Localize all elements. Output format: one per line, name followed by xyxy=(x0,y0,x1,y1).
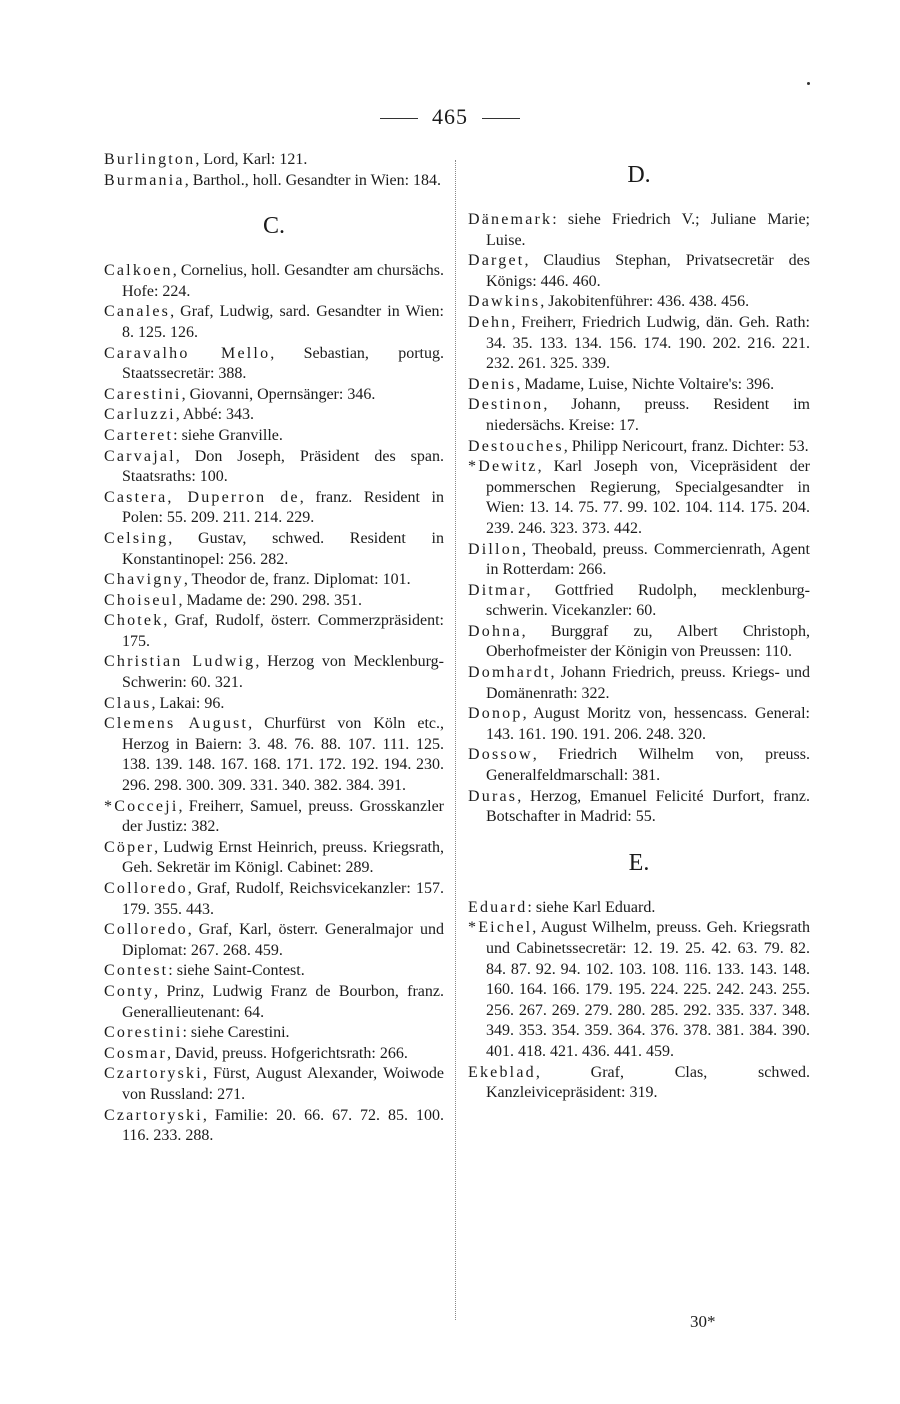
entry-name: Carluzzi xyxy=(104,406,176,424)
index-entry xyxy=(104,1044,444,1065)
index-entry xyxy=(468,375,810,396)
entry-details: , Graf, Rudolf, österr. Commerzpräsident: 175. xyxy=(122,612,444,650)
index-entry xyxy=(468,622,810,663)
signature-mark: 30* xyxy=(690,1312,716,1331)
entry-name: Cöper xyxy=(104,838,155,856)
entry-name: Claus xyxy=(104,694,152,712)
index-entry xyxy=(468,210,810,251)
entry-name: Duras xyxy=(468,787,518,805)
entry-name: Ditmar xyxy=(468,581,527,599)
entry-details: , Theobald, preuss. Commercienrath, Agent in Rotterdam: 266. xyxy=(486,540,810,579)
index-entry xyxy=(104,652,444,693)
header-dash-left xyxy=(380,118,418,119)
index-entry xyxy=(104,591,444,612)
index-entry xyxy=(104,961,444,982)
entry-name: Dossow xyxy=(468,746,533,764)
entry-name: Carteret xyxy=(104,426,174,444)
index-entry xyxy=(104,879,444,920)
entry-name: Darget xyxy=(468,252,525,270)
entry-name: *Eichel xyxy=(468,919,533,937)
entry-name: Destouches xyxy=(468,437,564,455)
entry-details: , Graf, Rudolf, Reichsvicekanzler: 157. 179. 355. 443. xyxy=(122,880,444,918)
index-entry xyxy=(104,570,444,591)
index-entry xyxy=(468,704,810,745)
right-column xyxy=(468,150,810,1104)
section-letter: C. xyxy=(262,213,285,240)
entry-details: , Gustav, schwed. Resident in Konstantinopel: 256. 282. xyxy=(122,529,444,568)
entry-details: : siehe Granville. xyxy=(173,426,283,444)
left-column xyxy=(104,150,444,1147)
index-entry xyxy=(468,1063,810,1104)
entry-details: : siehe Friedrich V.; Juliane Marie; Luise. xyxy=(486,211,810,249)
entry-details: , Graf, Ludwig, sard. Gesandter in Wien: 8. 125. 126. xyxy=(122,303,444,341)
entry-name: Carvajal xyxy=(104,447,176,465)
index-entry xyxy=(104,1106,444,1147)
entry-name: Eduard xyxy=(468,898,528,916)
entry-name: Dillon xyxy=(468,540,523,558)
entry-name: Burlington xyxy=(104,151,196,168)
entry-details: , Karl Joseph von, Vicepräsident der pommerschen Regierung, Specialgesandter in Wien: 13. 14. 75. 77. 99. 102. 104. 114. 175. 204. 239. 246. 323. 373. 442. xyxy=(486,458,810,537)
entry-name: Colloredo xyxy=(104,921,188,939)
index-entry xyxy=(104,529,444,570)
entry-details: , Cornelius, holl. Gesandter am chursächs. Hofe: 224. xyxy=(122,262,444,300)
entry-name: Choiseul xyxy=(104,591,179,609)
entry-name: Dänemark xyxy=(468,211,553,228)
entry-details: , Barthol., holl. Gesandter in Wien: 184. xyxy=(184,171,442,189)
index-entry xyxy=(468,787,810,828)
index-entry xyxy=(468,581,810,622)
entry-details: , Philipp Nericourt, franz. Dichter: 53. xyxy=(563,437,809,455)
entry-name: Celsing xyxy=(104,529,169,547)
entry-name: Corestini xyxy=(104,1024,183,1042)
entry-details: , Prinz, Ludwig Franz de Bourbon, franz. Generallieutenant: 64. xyxy=(122,982,444,1021)
entry-name: Denis xyxy=(468,375,517,393)
entry-details: , Lakai: 96. xyxy=(151,694,225,712)
entry-name: *Cocceji xyxy=(104,797,179,815)
index-entry xyxy=(468,745,810,786)
page-number: 465 xyxy=(432,104,468,129)
entry-details: , Theodor de, franz. Diplomat: 101. xyxy=(183,571,411,589)
entry-name: Carestini xyxy=(104,385,182,403)
index-entry xyxy=(468,898,810,919)
print-mark xyxy=(807,82,810,85)
entry-name: Ekeblad xyxy=(468,1063,536,1081)
entry-details: : siehe Carestini. xyxy=(182,1024,290,1042)
header-dash-right xyxy=(482,118,520,119)
entry-details: , Johann, preuss. Resident im niedersächs. Kreise: 17. xyxy=(486,396,810,434)
entry-details: , August Wilhelm, preuss. Geh. Kriegsrath und Cabinetssecretär: 12. 19. 25. 42. 63. 79. 82. 84. 87. 92. 94. 102. 103. 108. 116. 133. 143. 148. 160. 164. 166. 179. 195. 224. 225. 242. 243. 255. 256. 267. 269. 279. 280. 285. 292. 335. 337. 348. 349. 353. 354. 359. 364. 376. 378. 381. 384. 390. 401. 418. 421. 436. 441. 459. xyxy=(486,919,810,1060)
index-entry xyxy=(104,694,444,715)
entry-name: Dawkins xyxy=(468,293,541,311)
index-entry xyxy=(468,457,810,539)
entry-details: , Madame de: 290. 298. 351. xyxy=(178,591,363,609)
index-entry xyxy=(104,385,444,406)
entry-details: , August Moritz von, hessencass. General: 143. 161. 190. 191. 206. 248. 320. xyxy=(486,705,810,743)
entry-details: , Johann Friedrich, preuss. Kriegs- und Domänenrath: 322. xyxy=(486,664,810,702)
entry-details: , Graf, Clas, schwed. Kanzleivicepräsident: 319. xyxy=(486,1063,810,1102)
entry-details: , Abbé: 343. xyxy=(175,406,255,424)
entry-name: Domhardt xyxy=(468,664,551,682)
entry-name: Dehn xyxy=(468,313,512,331)
index-entry xyxy=(104,797,444,838)
entry-name: Burmania xyxy=(104,171,185,189)
entry-name: Contest xyxy=(104,962,169,980)
entry-details: , Freiherr, Samuel, preuss. Grosskanzler der Justiz: 382. xyxy=(122,797,444,836)
entry-details: , Freiherr, Friedrich Ludwig, dän. Geh. Rath: 34. 35. 133. 134. 156. 174. 190. 202. 216. 221. 232. 261. 325. 339. xyxy=(486,313,810,373)
entry-name: Colloredo xyxy=(104,880,188,897)
entry-name: Cosmar xyxy=(104,1044,167,1062)
index-entry xyxy=(468,395,810,436)
index-entry xyxy=(104,261,444,302)
index-entry xyxy=(104,150,444,171)
index-entry xyxy=(104,171,444,192)
index-entry xyxy=(104,1064,444,1105)
entry-details: , Ludwig Ernst Heinrich, preuss. Kriegsrath, Geh. Sekretär im Königl. Cabinet: 289. xyxy=(122,838,444,877)
entry-name: Clemens August xyxy=(104,715,249,733)
entry-name: Caravalho Mello xyxy=(104,344,271,362)
entry-name: Czartoryski xyxy=(104,1065,203,1083)
index-entry xyxy=(104,838,444,879)
index-entry xyxy=(104,344,444,385)
entry-details: , Claudius Stephan, Privatsecretär des Königs: 446. 460. xyxy=(486,252,810,290)
entry-name: Conty xyxy=(104,982,155,1000)
entry-details: , Jakobitenführer: 436. 438. 456. xyxy=(540,293,750,311)
index-entry xyxy=(104,714,444,796)
entry-details: , Don Joseph, Präsident des span. Staatsraths: 100. xyxy=(122,447,444,486)
index-entry xyxy=(104,488,444,529)
index-entry xyxy=(104,302,444,343)
entry-name: Czartoryski xyxy=(104,1106,203,1124)
entry-details: , Churfürst von Köln etc., Herzog in Baiern: 3. 48. 76. 88. 107. 111. 125. 138. 139. 148. 167. 168. 171. 172. 192. 194. 230. 296. 298. 300. 309. 331. 340. 382. 384. 391. xyxy=(122,715,445,795)
section-letter: E. xyxy=(628,849,650,876)
entry-details: , David, preuss. Hofgerichtsrath: 266. xyxy=(166,1044,408,1062)
entry-name: Dohna xyxy=(468,622,522,640)
index-entry xyxy=(104,405,444,426)
entry-name: Canales xyxy=(104,303,171,321)
entry-details: , Madame, Luise, Nichte Voltaire's: 396. xyxy=(516,375,775,393)
section-letter: D. xyxy=(627,162,651,188)
entry-details: , Graf, Karl, österr. Generalmajor und Diplomat: 267. 268. 459. xyxy=(122,921,444,959)
entry-name: Destinon xyxy=(468,396,544,414)
index-entry xyxy=(104,447,444,488)
entry-details: , Burggraf zu, Albert Christoph, Oberhofmeister der Königin von Preussen: 110. xyxy=(486,622,810,661)
index-entry xyxy=(468,663,810,704)
entry-name: Christian Ludwig xyxy=(104,653,256,671)
entry-details: , Friedrich Wilhelm von, preuss. Generalfeldmarschall: 381. xyxy=(486,746,810,785)
index-entry xyxy=(468,540,810,581)
index-entry xyxy=(468,918,810,1062)
entry-name: Donop xyxy=(468,705,523,723)
index-entry xyxy=(104,426,444,447)
entry-details: , franz. Resident in Polen: 55. 209. 211. 214. 229. xyxy=(122,488,445,527)
index-entry xyxy=(468,251,810,292)
entry-details: , Gottfried Rudolph, mecklenburg-schwerin. Vicekanzler: 60. xyxy=(486,581,810,620)
entry-name: Chotek xyxy=(104,612,164,630)
entry-name: Castera, Duperron de xyxy=(104,488,300,506)
index-entry xyxy=(104,982,444,1023)
entry-details: , Fürst, August Alexander, Woiwode von Russland: 271. xyxy=(122,1065,444,1103)
index-entry xyxy=(104,1023,444,1044)
index-entry xyxy=(468,437,810,458)
column-divider xyxy=(455,160,456,1320)
entry-name: Calkoen xyxy=(104,262,173,280)
index-entry xyxy=(468,292,810,313)
entry-details: , Lord, Karl: 121. xyxy=(195,151,308,168)
index-entry xyxy=(468,313,810,375)
entry-details: , Sebastian, portug. Staatssecretär: 388. xyxy=(122,344,444,383)
entry-name: *Dewitz xyxy=(468,458,538,476)
entry-details: , Herzog von Mecklenburg-Schwerin: 60. 321. xyxy=(122,653,444,692)
entry-details: , Herzog, Emanuel Felicité Durfort, franz. Botschafter in Madrid: 55. xyxy=(486,787,810,826)
entry-details: : siehe Saint-Contest. xyxy=(168,962,305,980)
entry-details: , Familie: 20. 66. 67. 72. 85. 100. 116. 233. 288. xyxy=(122,1106,444,1145)
index-entry xyxy=(104,611,444,652)
entry-name: Chavigny xyxy=(104,571,184,589)
entry-details: , Giovanni, Opernsänger: 346. xyxy=(181,385,376,403)
index-entry xyxy=(104,920,444,961)
entry-details: : siehe Karl Eduard. xyxy=(527,898,656,916)
page-header xyxy=(0,104,900,130)
